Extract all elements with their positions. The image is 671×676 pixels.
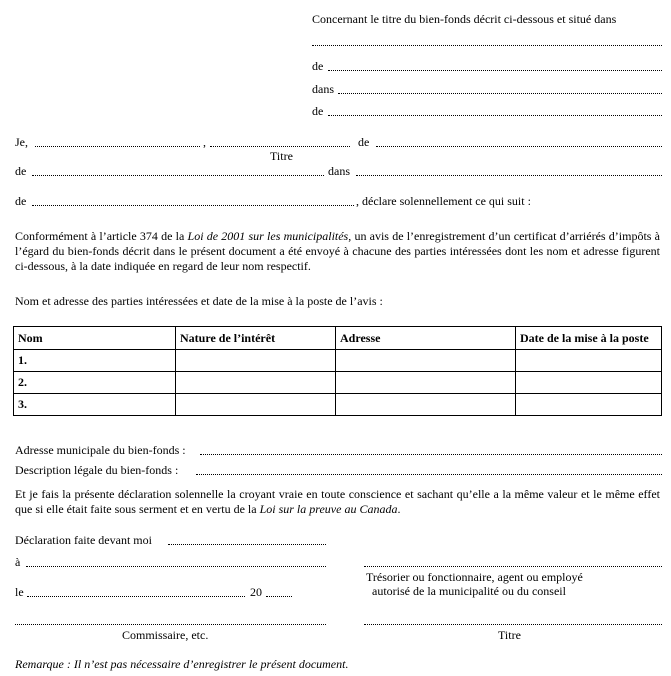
location-line-dans bbox=[338, 93, 662, 94]
declarant-municipality-line bbox=[32, 175, 324, 176]
table-cell[interactable] bbox=[336, 350, 516, 372]
property-description-label: Description légale du bien-fonds : bbox=[15, 463, 179, 477]
table-cell[interactable] bbox=[176, 372, 336, 394]
comma-sep: , bbox=[203, 135, 206, 149]
location-line-1 bbox=[312, 45, 662, 46]
solemn-declaration-paragraph: Et je fais la présente déclaration solennelle la croyant vraie en toute conscience et sachant qu’elle a la même valeur et le même effet que si elle était faite sous serment et en vertu de la Loi sur la preuve au Canada. bbox=[15, 487, 660, 516]
label-de-3-declarant: de bbox=[15, 194, 27, 208]
property-description-line[interactable] bbox=[196, 474, 662, 475]
table-row bbox=[14, 350, 662, 372]
row-number: 2. bbox=[14, 372, 176, 394]
table-row bbox=[14, 372, 662, 394]
table-cell[interactable] bbox=[516, 394, 662, 416]
parties-table bbox=[13, 326, 662, 416]
header-adresse: Adresse bbox=[336, 327, 516, 350]
table-cell[interactable] bbox=[516, 372, 662, 394]
declarant-title-line bbox=[210, 146, 350, 147]
article-374-paragraph: Conformément à l’article 374 de la Loi de 2001 sur les municipalités, un avis de l’enregistrement d’un certificat d’arriérés d’impôts à l’égard du bien-fonds décrit dans le présent document a été envoyé à chacune des parties intéressées dont les nom et adresse figurent ci-dessous, à la date indiquée en regard de leur nom respectif. bbox=[15, 229, 660, 273]
label-de-declarant: de bbox=[358, 135, 370, 149]
declare-text: , déclare solennellement ce qui suit : bbox=[356, 194, 531, 208]
declared-before-label: Déclaration faite devant moi bbox=[15, 533, 152, 547]
declarant-de-line bbox=[376, 146, 662, 147]
law-reference: Loi de 2001 sur les municipalités bbox=[187, 229, 349, 243]
header-date: Date de la mise à la poste bbox=[516, 327, 662, 350]
header-nature: Nature de l’intérêt bbox=[176, 327, 336, 350]
label-de-2: de bbox=[312, 104, 324, 118]
table-row bbox=[14, 394, 662, 416]
label-a: à bbox=[15, 555, 21, 569]
year-line[interactable] bbox=[266, 596, 292, 597]
location-line-de-1 bbox=[328, 70, 662, 71]
commissioner-label: Commissaire, etc. bbox=[122, 628, 209, 642]
row-number: 1. bbox=[14, 350, 176, 372]
remark-text: Remarque : Il n’est pas nécessaire d’enregistrer le présent document. bbox=[15, 657, 349, 671]
parties-intro: Nom et adresse des parties intéressées et date de la mise à la poste de l’avis : bbox=[15, 294, 383, 308]
titre-signature-line[interactable] bbox=[364, 624, 662, 625]
label-le: le bbox=[15, 585, 24, 599]
label-je: Je, bbox=[15, 135, 28, 149]
evidence-act-reference: Loi sur la preuve au Canada bbox=[259, 502, 398, 516]
table-cell[interactable] bbox=[176, 350, 336, 372]
year-prefix: 20 bbox=[250, 585, 262, 599]
declarant-dans-line bbox=[356, 175, 662, 176]
date-line[interactable] bbox=[27, 596, 245, 597]
property-address-label: Adresse municipale du bien-fonds : bbox=[15, 443, 186, 457]
table-cell[interactable] bbox=[176, 394, 336, 416]
intro-text: Concernant le titre du bien-fonds décrit ci-dessous et situé dans bbox=[312, 12, 617, 26]
label-de-1: de bbox=[312, 59, 324, 73]
treasurer-label-2: autorisé de la municipalité ou du conseil bbox=[372, 584, 566, 598]
place-line[interactable] bbox=[26, 566, 326, 567]
row-number: 3. bbox=[14, 394, 176, 416]
treasurer-signature-line[interactable] bbox=[364, 566, 662, 567]
header-nom: Nom bbox=[14, 327, 176, 350]
titre-signature-label: Titre bbox=[498, 628, 521, 642]
table-cell[interactable] bbox=[336, 394, 516, 416]
table-cell[interactable] bbox=[336, 372, 516, 394]
label-dans: dans bbox=[312, 82, 334, 96]
declarant-de3-line bbox=[32, 205, 354, 206]
label-titre: Titre bbox=[270, 149, 293, 163]
declarant-name-line bbox=[35, 146, 200, 147]
label-de-2-declarant: de bbox=[15, 164, 27, 178]
label-dans-declarant: dans bbox=[328, 164, 350, 178]
location-line-de-2 bbox=[328, 115, 662, 116]
table-cell[interactable] bbox=[516, 350, 662, 372]
property-address-line[interactable] bbox=[200, 454, 662, 455]
commissioner-signature-line[interactable] bbox=[15, 624, 326, 625]
declared-before-line[interactable] bbox=[168, 544, 326, 545]
treasurer-label-1: Trésorier ou fonctionnaire, agent ou employé bbox=[366, 570, 583, 584]
